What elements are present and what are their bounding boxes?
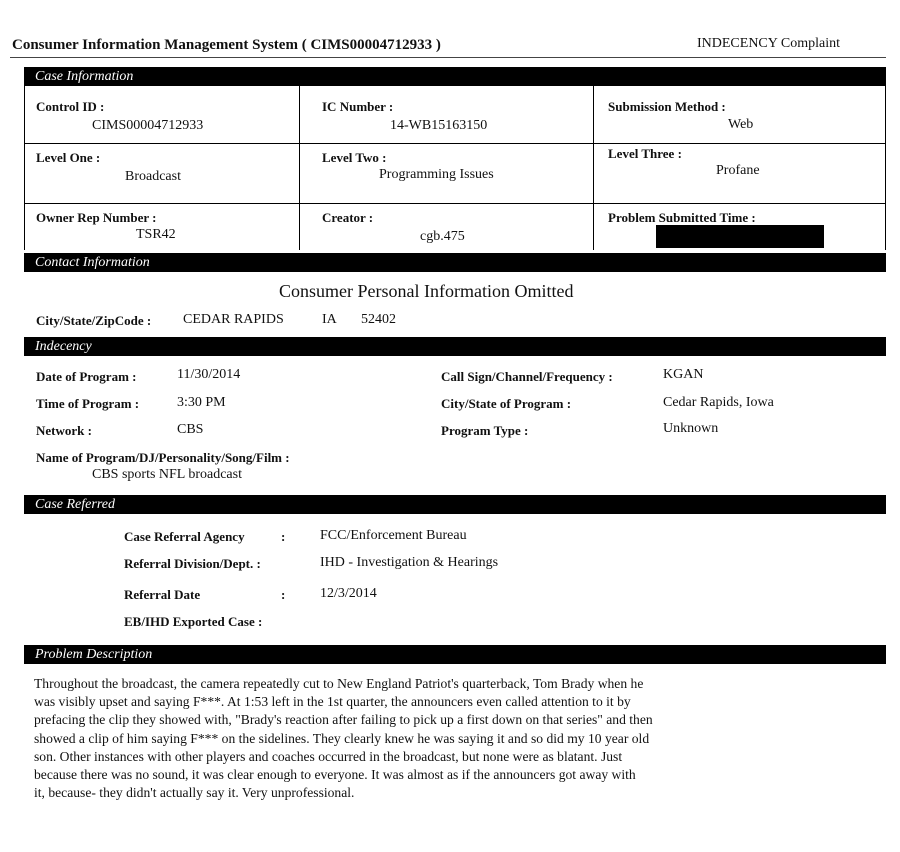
level-three-value: Profane: [716, 163, 760, 178]
level-one-value: Broadcast: [125, 169, 181, 184]
omitted-note: Consumer Personal Information Omitted: [279, 281, 574, 301]
program-time-label: Time of Program :: [36, 396, 140, 411]
program-city-state-label: City/State of Program :: [441, 396, 572, 411]
section-problem-description: Problem Description: [24, 645, 886, 664]
problem-description-text: [34, 675, 814, 802]
level-two-value: Programming Issues: [379, 167, 494, 182]
grid-divider: [24, 143, 886, 144]
complaint-type: INDECENCY Complaint: [697, 36, 840, 51]
control-id-label: Control ID :: [36, 99, 105, 114]
level-two-label: Level Two :: [322, 150, 387, 165]
description-line: it, because- they didn't actually say it. Very unprofessional.: [34, 785, 355, 801]
description-line: prefacing the clip they showed with, "Brady's reaction after failing to pick up a first down on that series" and then: [34, 712, 653, 728]
program-date-value: 11/30/2014: [177, 367, 241, 382]
description-line: son. Other instances with other players and coaches occurred in the broadcast, but none were as blatant. Just: [34, 748, 623, 764]
program-city-state-value: Cedar Rapids, Iowa: [663, 395, 774, 410]
section-contact-information: Contact Information: [24, 253, 886, 272]
creator-value: cgb.475: [420, 229, 465, 244]
submission-method-label: Submission Method :: [608, 99, 726, 114]
ic-number-value: 14-WB15163150: [390, 118, 488, 133]
zip-value: 52402: [361, 312, 396, 327]
program-name-value: CBS sports NFL broadcast: [92, 467, 242, 482]
program-type-value: Unknown: [663, 421, 719, 436]
referral-agency-value: FCC/Enforcement Bureau: [320, 528, 467, 543]
referral-division-value: IHD - Investigation & Hearings: [320, 555, 499, 570]
program-name-label: Name of Program/DJ/Personality/Song/Film :: [36, 450, 290, 465]
city-state-zip-label: City/State/ZipCode :: [36, 313, 152, 328]
description-line: was visibly upset and saying F***. At 1:53 left in the 1st quarter, the announcers even called attention to it by: [34, 694, 631, 710]
state-value: IA: [322, 312, 337, 327]
program-date-label: Date of Program :: [36, 369, 137, 384]
document-title: Consumer Information Management System ( CIMS00004712933 ): [12, 37, 441, 53]
creator-label: Creator :: [322, 210, 374, 225]
section-case-information: Case Information: [24, 67, 886, 86]
call-sign-value: KGAN: [663, 367, 704, 382]
submission-method-value: Web: [728, 117, 754, 132]
description-line: Throughout the broadcast, the camera repeatedly cut to New England Patriot's quarterback, Tom Brady when he: [34, 676, 644, 691]
section-indecency: Indecency: [24, 337, 886, 356]
city-value: CEDAR RAPIDS: [183, 312, 284, 327]
problem-time-label: Problem Submitted Time :: [608, 210, 756, 225]
referral-agency-colon: :: [281, 529, 286, 544]
referral-date-label: Referral Date: [124, 587, 201, 602]
network-value: CBS: [177, 422, 204, 437]
referral-agency-label: Case Referral Agency: [124, 529, 245, 544]
header-rule: [10, 57, 886, 58]
description-line: because there was no sound, it was clear enough to everyone. It was almost as if the announcers got away with: [34, 767, 636, 783]
program-time-value: 3:30 PM: [177, 395, 226, 410]
owner-rep-label: Owner Rep Number :: [36, 210, 157, 225]
control-id-value: CIMS00004712933: [92, 118, 204, 133]
grid-divider: [299, 86, 300, 250]
level-one-label: Level One :: [36, 150, 101, 165]
redaction-block: [656, 225, 824, 248]
referral-date-colon: :: [281, 587, 286, 602]
owner-rep-value: TSR42: [136, 227, 176, 242]
grid-divider: [24, 203, 886, 204]
program-type-label: Program Type :: [441, 423, 529, 438]
exported-case-label: EB/IHD Exported Case :: [124, 614, 263, 629]
referral-division-label: Referral Division/Dept. :: [124, 556, 261, 571]
ic-number-label: IC Number :: [322, 99, 394, 114]
level-three-label: Level Three :: [608, 146, 682, 161]
grid-divider: [593, 86, 594, 250]
description-line: showed a clip of him saying F*** on the sidelines. They clearly knew he was saying it and so did my 10 year old: [34, 730, 650, 746]
network-label: Network :: [36, 423, 92, 438]
section-case-referred: Case Referred: [24, 495, 886, 514]
call-sign-label: Call Sign/Channel/Frequency :: [441, 369, 613, 384]
referral-date-value: 12/3/2014: [320, 586, 377, 601]
